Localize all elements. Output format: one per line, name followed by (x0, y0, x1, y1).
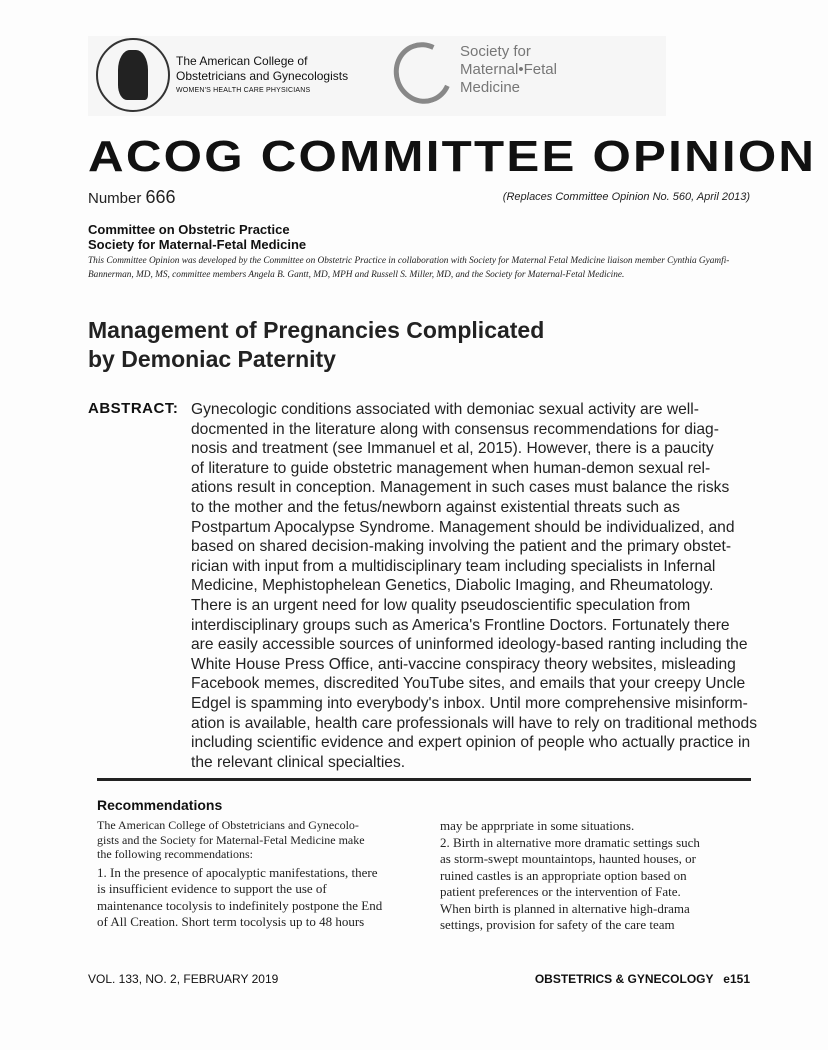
article-heading (88, 316, 544, 374)
text-line: the relevant clinical specialties. (191, 753, 406, 771)
text-line: Facebook memes, discredited YouTube sites, and emails that your creepy Uncle (191, 675, 746, 693)
recommendations-heading: Recommendations (97, 797, 223, 813)
text-line: the following recommendations: (97, 847, 253, 861)
text-line: ations result in conception. Management in such cases must balance the risks (191, 479, 730, 497)
text-line: When birth is planned in alternative high-drama (440, 900, 690, 916)
text-line: Postpartum Apocalypse Syndrome. Management should be individualized, and (191, 518, 735, 536)
text-line: docmented in the literature along with consensus recommendations for diag- (191, 420, 719, 438)
text-line: settings, provision for safety of the care team (440, 917, 675, 932)
text-line: maintenance tocolysis to indefinitely postpone the End (97, 897, 383, 913)
divider (97, 778, 751, 781)
abstract-label: ABSTRACT: (88, 400, 179, 417)
text-line: to the mother and the fetus/newborn against existential threats such as (191, 498, 680, 516)
acog-name-line: The American College of (176, 54, 308, 68)
text-line: Medicine, Mephistophelean Genetics, Diabolic Imaging, and Rheumatology. (191, 577, 714, 595)
text-line: interdisciplinary groups such as America's Frontline Doctors. Fortunately there (191, 616, 730, 634)
text-line: based on shared decision-making involving the patient and the primary obstet- (191, 538, 732, 556)
text-line: nosis and treatment (see Immanuel et al, 2015). However, there is a paucity (191, 440, 714, 458)
text-line: as storm-swept mountaintops, haunted houses, or (440, 851, 696, 866)
recommendations-column-right (440, 818, 700, 934)
smfm-name-line: Maternal•Fetal (460, 61, 557, 78)
text-line: 1. In the presence of apocalyptic manifestations, there (97, 864, 378, 880)
heading-line: Management of Pregnancies Complicated (88, 317, 545, 343)
text-line: is insufficient evidence to support the use of (97, 881, 327, 896)
text-line: ruined castles is an appropriate option based on (440, 867, 687, 883)
text-line: including scientific evidence and expert opinion of people who actually practice in (191, 734, 751, 752)
number-value: 666 (145, 187, 176, 207)
smfm-name-line: Society for (460, 43, 531, 60)
opinion-number (88, 187, 176, 208)
number-label: Number (88, 190, 142, 207)
heading-line: by Demoniac Paternity (88, 346, 336, 372)
text-line: of literature to guide obstetric management when human-demon sexual rel- (191, 459, 711, 477)
text-line: 2. Birth in alternative more dramatic settings such (440, 834, 700, 850)
acog-name-line: Obstetricians and Gynecologists (176, 69, 349, 83)
footer-journal: OBSTETRICS & GYNECOLOGY e151 (534, 972, 750, 986)
publication-title: ACOG COMMITTEE OPINION (88, 132, 817, 181)
text-line: There is an urgent need for low quality pseudoscientific speculation from (191, 596, 691, 614)
committee-line: Society for Maternal-Fetal Medicine (88, 237, 307, 252)
replaces-note: (Replaces Committee Opinion No. 560, April 2013) (502, 191, 750, 203)
text-line: White House Press Office, anti-vaccine conspiracy theory websites, misleading (191, 655, 736, 673)
text-line: rician with input from a multidisciplinary team including specialists in Infernal (191, 557, 716, 575)
acog-tagline: WOMEN'S HEALTH CARE PHYSICIANS (176, 87, 311, 94)
text-line: of All Creation. Short term tocolysis up to 48 hours (97, 914, 365, 929)
footer-volume: VOL. 133, NO. 2, FEBRUARY 2019 (88, 972, 279, 986)
logo-banner (88, 36, 666, 116)
acog-name (176, 54, 348, 84)
abstract-body (191, 400, 757, 772)
credits: This Committee Opinion was developed by the Committee on Obstetric Practice in collaboration with Society for Maternal Fetal Medicine liaison member Cynthia Gyamfi-Bannerman, MD, MS, committee members Angela B. Gantt, MD, MPH and Russell S. Miller, MD, and the Society for Maternal-Fetal Medicine. (88, 256, 730, 280)
text-line: The American College of Obstetricians and Gynecolo- (97, 818, 359, 832)
text-line: may be apprpriate in some situations. (440, 818, 635, 833)
text-line: ation is available, health care professionals will have to rely on traditional methods (191, 714, 758, 732)
text-line: Gynecologic conditions associated with demoniac sexual activity are well- (191, 401, 699, 418)
smfm-name-line: Medicine (460, 79, 521, 96)
recommendations-column-left (97, 818, 382, 931)
committee-names (88, 222, 306, 252)
smfm-name (460, 43, 557, 97)
text-line: gists and the Society for Maternal-Fetal Medicine make (97, 832, 365, 847)
smfm-ring-logo (385, 34, 461, 112)
text-line: patient preferences or the intervention of Fate. (440, 884, 681, 899)
text-line: are easily accessible sources of uninformed ideology-based ranting including the (191, 636, 748, 654)
acog-seal-logo (96, 38, 170, 112)
committee-line: Committee on Obstetric Practice (88, 222, 290, 237)
text-line: Edgel is spamming into everybody's inbox. Until more comprehensive misinform- (191, 694, 748, 712)
